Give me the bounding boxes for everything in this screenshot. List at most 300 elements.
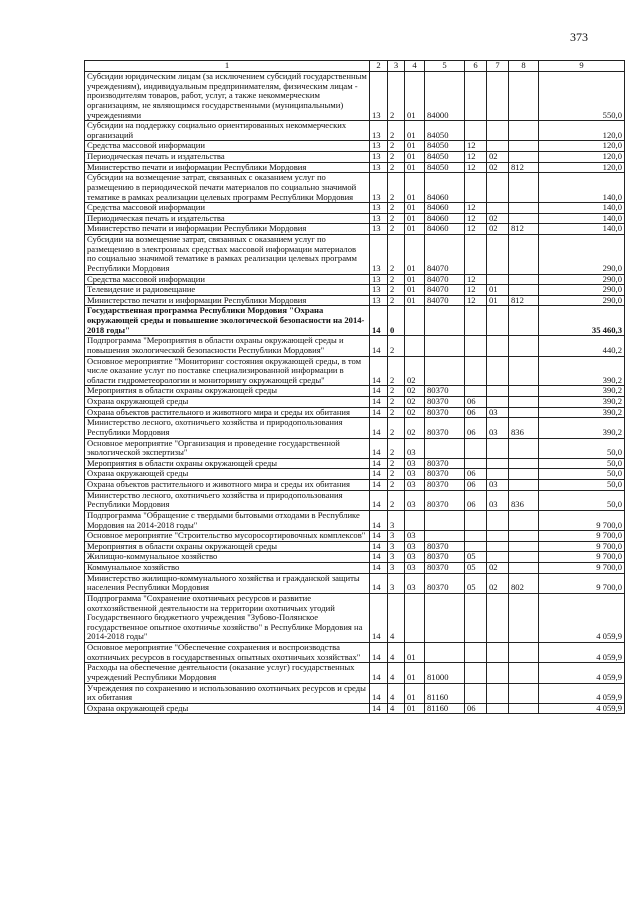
table-row — [85, 643, 625, 663]
code-cell: 4 — [388, 593, 405, 642]
code-cell: 03 — [405, 480, 425, 491]
code-cell: 84050 — [425, 152, 465, 163]
code-cell: 2 — [388, 72, 405, 121]
sum-cell: 290,0 — [539, 235, 625, 275]
code-cell: 2 — [388, 458, 405, 469]
code-cell — [509, 121, 539, 141]
table-row — [85, 418, 625, 438]
code-cell: 80370 — [425, 552, 465, 563]
code-cell — [509, 356, 539, 386]
code-cell: 01 — [405, 703, 425, 714]
code-cell: 80370 — [425, 480, 465, 491]
sum-cell: 140,0 — [539, 213, 625, 224]
code-cell: 13 — [370, 141, 388, 152]
code-cell: 14 — [370, 356, 388, 386]
sum-cell: 120,0 — [539, 162, 625, 173]
row-name-cell: Охрана окружающей среды — [85, 469, 370, 480]
code-cell: 02 — [487, 563, 509, 574]
code-cell — [509, 469, 539, 480]
table-row — [85, 593, 625, 642]
table-row — [85, 203, 625, 214]
code-cell — [465, 458, 487, 469]
code-cell: 84060 — [425, 203, 465, 214]
budget-table — [84, 60, 625, 714]
code-cell: 3 — [388, 552, 405, 563]
sum-cell: 50,0 — [539, 490, 625, 510]
header-cell: 8 — [509, 61, 539, 72]
code-cell: 06 — [465, 418, 487, 438]
header-cell: 9 — [539, 61, 625, 72]
code-cell: 2 — [388, 285, 405, 296]
code-cell — [509, 306, 539, 336]
code-cell: 14 — [370, 703, 388, 714]
code-cell — [487, 703, 509, 714]
code-cell — [487, 531, 509, 542]
code-cell: 3 — [388, 563, 405, 574]
code-cell — [509, 173, 539, 203]
row-name-cell: Подпрограмма "Сохранение охотничьих ресурсов и развитие охотхозяйственной деятельности на территории охотничьих угодий Государственного бюджетного учреждения "Зубово-Полянское государственное опытное охотничье хозяйство" в Республике Мордовия на 2014-2018 годы" — [85, 593, 370, 642]
code-cell: 01 — [405, 203, 425, 214]
code-cell: 2 — [388, 152, 405, 163]
code-cell: 14 — [370, 480, 388, 491]
code-cell: 12 — [465, 203, 487, 214]
sum-cell: 290,0 — [539, 295, 625, 306]
code-cell — [465, 643, 487, 663]
code-cell — [509, 397, 539, 408]
code-cell — [405, 306, 425, 336]
code-cell: 836 — [509, 418, 539, 438]
sum-cell: 390,2 — [539, 386, 625, 397]
code-cell — [487, 356, 509, 386]
sum-cell: 4 059,9 — [539, 663, 625, 683]
code-cell: 3 — [388, 510, 405, 530]
code-cell: 02 — [405, 407, 425, 418]
code-cell: 02 — [487, 573, 509, 593]
code-cell: 4 — [388, 663, 405, 683]
table-row — [85, 683, 625, 703]
code-cell: 2 — [388, 407, 405, 418]
code-cell — [487, 235, 509, 275]
table-row — [85, 162, 625, 173]
row-name-cell: Основное мероприятие "Обеспечение сохранения и воспроизводства охотничьих ресурсов в государственных опытных охотничьих хозяйствах" — [85, 643, 370, 663]
sum-cell: 120,0 — [539, 121, 625, 141]
code-cell: 12 — [465, 141, 487, 152]
code-cell: 14 — [370, 510, 388, 530]
code-cell — [509, 152, 539, 163]
code-cell: 84070 — [425, 274, 465, 285]
table-row — [85, 407, 625, 418]
sum-cell: 9 700,0 — [539, 552, 625, 563]
code-cell: 12 — [465, 274, 487, 285]
row-name-cell: Охрана окружающей среды — [85, 397, 370, 408]
code-cell: 02 — [405, 386, 425, 397]
code-cell: 84050 — [425, 162, 465, 173]
row-name-cell: Министерство печати и информации Республики Мордовия — [85, 162, 370, 173]
code-cell: 2 — [388, 295, 405, 306]
row-name-cell: Подпрограмма "Мероприятия в области охраны окружающей среды и повышения экологической безопасности Республики Мордовия" — [85, 336, 370, 356]
row-name-cell: Основное мероприятие "Строительство мусоросортировочных комплексов" — [85, 531, 370, 542]
code-cell — [509, 510, 539, 530]
code-cell: 12 — [465, 213, 487, 224]
sum-cell: 9 700,0 — [539, 563, 625, 574]
code-cell: 01 — [405, 72, 425, 121]
code-cell: 80370 — [425, 418, 465, 438]
table-row — [85, 541, 625, 552]
code-cell: 12 — [465, 285, 487, 296]
code-cell — [487, 386, 509, 397]
code-cell: 81160 — [425, 703, 465, 714]
row-name-cell: Периодическая печать и издательства — [85, 213, 370, 224]
code-cell: 14 — [370, 397, 388, 408]
code-cell — [465, 121, 487, 141]
header-cell: 6 — [465, 61, 487, 72]
code-cell: 84050 — [425, 141, 465, 152]
row-name-cell: Основное мероприятие "Организация и проведение государственной экологической экспертизы" — [85, 438, 370, 458]
code-cell — [487, 683, 509, 703]
sum-cell: 290,0 — [539, 285, 625, 296]
row-name-cell: Министерство лесного, охотничьего хозяйства и природопользования Республики Мордовия — [85, 490, 370, 510]
sum-cell: 390,2 — [539, 407, 625, 418]
code-cell: 84000 — [425, 72, 465, 121]
sum-cell: 9 700,0 — [539, 573, 625, 593]
code-cell: 13 — [370, 121, 388, 141]
code-cell — [509, 643, 539, 663]
code-cell: 2 — [388, 356, 405, 386]
code-cell: 01 — [405, 235, 425, 275]
code-cell: 14 — [370, 643, 388, 663]
table-row — [85, 469, 625, 480]
code-cell: 03 — [487, 407, 509, 418]
code-cell — [425, 306, 465, 336]
header-cell: 7 — [487, 61, 509, 72]
row-name-cell: Государственная программа Республики Мордовия "Охрана окружающей среды и повышение экологической безопасности на 2014-2018 годы" — [85, 306, 370, 336]
table-row — [85, 285, 625, 296]
code-cell — [465, 72, 487, 121]
code-cell — [509, 552, 539, 563]
code-cell: 13 — [370, 173, 388, 203]
code-cell — [465, 306, 487, 336]
table-row — [85, 224, 625, 235]
code-cell: 14 — [370, 531, 388, 542]
code-cell — [465, 438, 487, 458]
code-cell: 13 — [370, 162, 388, 173]
code-cell: 03 — [405, 573, 425, 593]
code-cell: 01 — [405, 121, 425, 141]
code-cell: 01 — [405, 162, 425, 173]
row-name-cell: Министерство печати и информации Республики Мордовия — [85, 295, 370, 306]
code-cell: 14 — [370, 683, 388, 703]
code-cell: 14 — [370, 573, 388, 593]
code-cell: 03 — [487, 418, 509, 438]
code-cell — [405, 510, 425, 530]
row-name-cell: Охрана окружающей среды — [85, 703, 370, 714]
code-cell — [487, 141, 509, 152]
code-cell: 03 — [405, 541, 425, 552]
code-cell — [509, 563, 539, 574]
code-cell — [465, 336, 487, 356]
code-cell: 05 — [465, 552, 487, 563]
code-cell: 02 — [487, 162, 509, 173]
code-cell: 2 — [388, 203, 405, 214]
code-cell: 2 — [388, 141, 405, 152]
table-row — [85, 306, 625, 336]
code-cell — [509, 141, 539, 152]
code-cell: 13 — [370, 72, 388, 121]
code-cell: 2 — [388, 213, 405, 224]
sum-cell: 140,0 — [539, 224, 625, 235]
code-cell — [487, 541, 509, 552]
code-cell — [487, 643, 509, 663]
row-name-cell: Жилищно-коммунальное хозяйство — [85, 552, 370, 563]
code-cell — [425, 356, 465, 386]
code-cell — [487, 274, 509, 285]
code-cell — [487, 552, 509, 563]
header-cell: 2 — [370, 61, 388, 72]
code-cell: 12 — [465, 152, 487, 163]
sum-cell: 4 059,9 — [539, 683, 625, 703]
code-cell — [509, 213, 539, 224]
code-cell: 81000 — [425, 663, 465, 683]
code-cell: 2 — [388, 438, 405, 458]
code-cell — [465, 386, 487, 397]
code-cell: 03 — [405, 458, 425, 469]
row-name-cell: Телевидение и радиовещание — [85, 285, 370, 296]
code-cell — [487, 203, 509, 214]
sum-cell: 390,2 — [539, 418, 625, 438]
code-cell: 14 — [370, 407, 388, 418]
table-row — [85, 274, 625, 285]
code-cell: 01 — [405, 663, 425, 683]
code-cell: 2 — [388, 386, 405, 397]
code-cell — [465, 541, 487, 552]
row-name-cell: Средства массовой информации — [85, 141, 370, 152]
code-cell: 84070 — [425, 285, 465, 296]
code-cell — [487, 397, 509, 408]
code-cell: 812 — [509, 162, 539, 173]
row-name-cell: Мероприятия в области охраны окружающей среды — [85, 458, 370, 469]
code-cell: 80370 — [425, 458, 465, 469]
code-cell — [509, 336, 539, 356]
sum-cell: 550,0 — [539, 72, 625, 121]
code-cell — [509, 480, 539, 491]
code-cell: 14 — [370, 418, 388, 438]
table-row — [85, 336, 625, 356]
code-cell: 05 — [465, 563, 487, 574]
table-row — [85, 386, 625, 397]
code-cell — [425, 438, 465, 458]
code-cell: 81160 — [425, 683, 465, 703]
sum-cell: 50,0 — [539, 438, 625, 458]
code-cell: 13 — [370, 285, 388, 296]
table-row — [85, 531, 625, 542]
code-cell — [465, 593, 487, 642]
table-row — [85, 173, 625, 203]
code-cell — [487, 72, 509, 121]
table-row — [85, 438, 625, 458]
code-cell: 01 — [405, 285, 425, 296]
row-name-cell: Коммунальное хозяйство — [85, 563, 370, 574]
table-row — [85, 72, 625, 121]
header-cell: 1 — [85, 61, 370, 72]
code-cell: 80370 — [425, 469, 465, 480]
code-cell: 02 — [487, 152, 509, 163]
code-cell: 01 — [405, 643, 425, 663]
code-cell — [465, 356, 487, 386]
code-cell: 03 — [405, 438, 425, 458]
row-name-cell: Расходы на обеспечение деятельности (оказание услуг) государственных учреждений Республики Мордовия — [85, 663, 370, 683]
code-cell: 84070 — [425, 295, 465, 306]
code-cell: 2 — [388, 469, 405, 480]
code-cell: 14 — [370, 490, 388, 510]
code-cell: 4 — [388, 683, 405, 703]
row-name-cell: Охрана объектов растительного и животного мира и среды их обитания — [85, 480, 370, 491]
sum-cell: 50,0 — [539, 480, 625, 491]
code-cell: 84060 — [425, 213, 465, 224]
code-cell — [509, 235, 539, 275]
row-name-cell: Министерство лесного, охотничьего хозяйства и природопользования Республики Мордовия — [85, 418, 370, 438]
code-cell: 03 — [405, 469, 425, 480]
code-cell: 03 — [487, 490, 509, 510]
code-cell: 4 — [388, 643, 405, 663]
code-cell — [509, 274, 539, 285]
sum-cell: 290,0 — [539, 274, 625, 285]
sum-cell: 4 059,9 — [539, 703, 625, 714]
code-cell — [465, 510, 487, 530]
code-cell — [509, 593, 539, 642]
header-cell: 4 — [405, 61, 425, 72]
code-cell: 2 — [388, 480, 405, 491]
code-cell — [487, 593, 509, 642]
row-name-cell: Министерство печати и информации Республики Мордовия — [85, 224, 370, 235]
code-cell: 80370 — [425, 407, 465, 418]
code-cell — [487, 458, 509, 469]
row-name-cell: Основное мероприятие "Мониторинг состояния окружающей среды, в том числе оказание услуг по поставке специализированной информации в области гидрометеорологии и мониторингу окружающей среды" — [85, 356, 370, 386]
code-cell: 0 — [388, 306, 405, 336]
row-name-cell: Субсидии на возмещение затрат, связанных с оказанием услуг по размещению в электронных средствах массовой информации материалов по социально значимой тематике в рамках реализации целевых программ Республики Мордовия — [85, 235, 370, 275]
code-cell: 03 — [405, 531, 425, 542]
table-row — [85, 458, 625, 469]
code-cell: 02 — [405, 397, 425, 408]
code-cell: 01 — [405, 295, 425, 306]
code-cell: 80370 — [425, 563, 465, 574]
table-row — [85, 152, 625, 163]
code-cell — [509, 203, 539, 214]
code-cell — [509, 683, 539, 703]
code-cell — [509, 663, 539, 683]
code-cell — [465, 663, 487, 683]
code-cell — [487, 438, 509, 458]
code-cell: 80370 — [425, 490, 465, 510]
code-cell: 3 — [388, 541, 405, 552]
code-cell: 812 — [509, 224, 539, 235]
sum-cell: 35 460,3 — [539, 306, 625, 336]
code-cell — [425, 336, 465, 356]
table-row — [85, 573, 625, 593]
code-cell: 13 — [370, 213, 388, 224]
table-row — [85, 703, 625, 714]
code-cell: 12 — [465, 224, 487, 235]
code-cell: 80370 — [425, 386, 465, 397]
code-cell — [509, 407, 539, 418]
page-number: 373 — [570, 30, 588, 44]
row-name-cell: Мероприятия в области охраны окружающей среды — [85, 541, 370, 552]
header-cell: 3 — [388, 61, 405, 72]
code-cell — [509, 541, 539, 552]
code-cell: 02 — [405, 418, 425, 438]
row-name-cell: Периодическая печать и издательства — [85, 152, 370, 163]
code-cell: 13 — [370, 274, 388, 285]
code-cell: 05 — [465, 573, 487, 593]
code-cell — [509, 386, 539, 397]
code-cell — [425, 593, 465, 642]
code-cell — [425, 531, 465, 542]
code-cell: 06 — [465, 469, 487, 480]
code-cell: 2 — [388, 397, 405, 408]
code-cell: 03 — [487, 480, 509, 491]
row-name-cell: Средства массовой информации — [85, 274, 370, 285]
code-cell: 03 — [405, 552, 425, 563]
code-cell: 14 — [370, 458, 388, 469]
code-cell — [425, 510, 465, 530]
code-cell: 84050 — [425, 121, 465, 141]
header-row — [85, 61, 625, 72]
code-cell: 13 — [370, 235, 388, 275]
code-cell: 01 — [405, 141, 425, 152]
code-cell: 2 — [388, 235, 405, 275]
code-cell — [487, 510, 509, 530]
code-cell — [465, 531, 487, 542]
code-cell: 802 — [509, 573, 539, 593]
code-cell: 4 — [388, 703, 405, 714]
code-cell — [465, 683, 487, 703]
code-cell: 01 — [487, 285, 509, 296]
code-cell — [509, 285, 539, 296]
row-name-cell: Подпрограмма "Обращение с твердыми бытовыми отходами в Республике Мордовия на 2014-2018 годы" — [85, 510, 370, 530]
sum-cell: 50,0 — [539, 458, 625, 469]
code-cell: 06 — [465, 490, 487, 510]
sum-cell: 140,0 — [539, 203, 625, 214]
code-cell — [487, 173, 509, 203]
table-row — [85, 295, 625, 306]
row-name-cell: Субсидии на поддержку социально ориентированных некоммерческих организаций — [85, 121, 370, 141]
code-cell: 3 — [388, 573, 405, 593]
code-cell: 13 — [370, 295, 388, 306]
table-row — [85, 552, 625, 563]
code-cell: 14 — [370, 563, 388, 574]
sum-cell: 9 700,0 — [539, 510, 625, 530]
code-cell: 2 — [388, 173, 405, 203]
row-name-cell: Учреждения по сохранению и использованию охотничьих ресурсов и среды их обитания — [85, 683, 370, 703]
code-cell: 14 — [370, 306, 388, 336]
table-row — [85, 510, 625, 530]
table-row — [85, 213, 625, 224]
table-row — [85, 663, 625, 683]
code-cell: 03 — [405, 490, 425, 510]
table-row — [85, 235, 625, 275]
code-cell: 01 — [487, 295, 509, 306]
code-cell — [405, 336, 425, 356]
code-cell — [465, 235, 487, 275]
sum-cell: 120,0 — [539, 152, 625, 163]
code-cell: 01 — [405, 224, 425, 235]
code-cell: 2 — [388, 224, 405, 235]
table-row — [85, 563, 625, 574]
table-row — [85, 141, 625, 152]
code-cell: 01 — [405, 173, 425, 203]
code-cell: 2 — [388, 490, 405, 510]
code-cell: 3 — [388, 531, 405, 542]
sum-cell: 390,2 — [539, 397, 625, 408]
